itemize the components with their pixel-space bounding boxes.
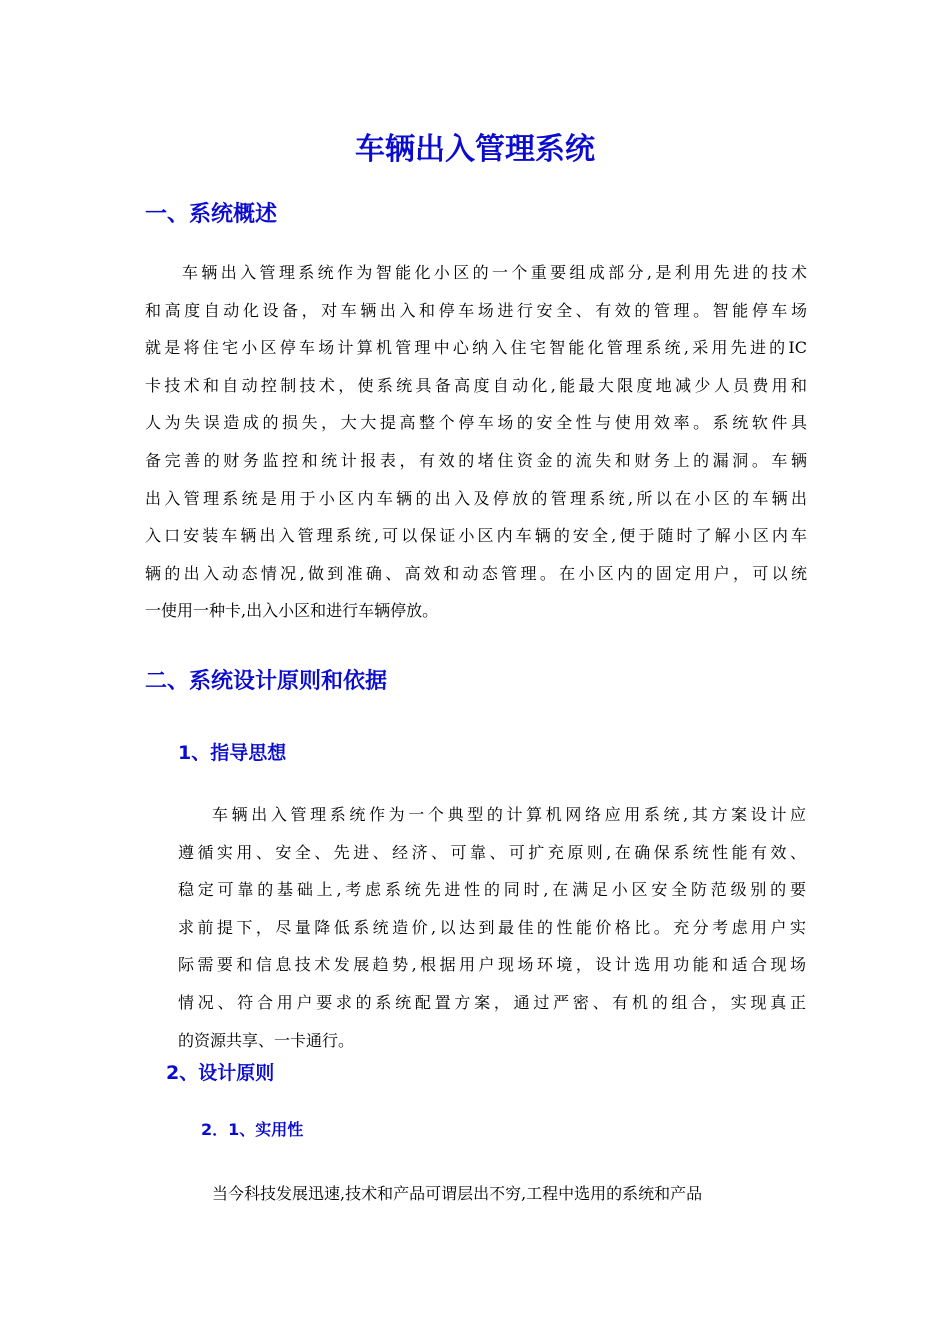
paragraph-line: 车辆出入管理系统作为一个典型的计算机网络应用系统,其方案设计应 xyxy=(212,805,806,824)
paragraph-line: 一使用一种卡,出入小区和进行车辆停放。 xyxy=(145,601,439,621)
subsection-heading-design-principles: 2、设计原则 xyxy=(166,1062,275,1084)
paragraph-line: 情况、符合用户要求的系统配置方案，通过严密、有机的组合，实现真正 xyxy=(178,992,806,1012)
paragraph-line: 稳定可靠的基础上,考虑系统先进性的同时,在满足小区安全防范级别的要 xyxy=(178,880,806,900)
paragraph-line: 出入管理系统是用于小区内车辆的出入及停放的管理系统,所以在小区的车辆出 xyxy=(145,488,807,508)
paragraph-line: 当今科技发展迅速,技术和产品可谓层出不穷,工程中选用的系统和产品 xyxy=(212,1184,703,1203)
paragraph-line: 就是将住宅小区停车场计算机管理中心纳入住宅智能化管理系统,采用先进的IC xyxy=(145,338,807,358)
practicality-paragraph xyxy=(212,1175,812,1213)
paragraph-line: 的资源共享、一卡通行。 xyxy=(178,1030,355,1050)
paragraph-line: 人为失误造成的损失，大大提高整个停车场的安全性与使用效率。系统软件具 xyxy=(145,413,807,433)
section-heading-overview: 一、系统概述 xyxy=(145,202,278,227)
subsubsection-heading-practicality: 2．1、实用性 xyxy=(201,1120,304,1139)
paragraph-line: 卡技术和自动控制技术，使系统具备高度自动化,能最大限度地减少人员费用和 xyxy=(145,375,807,395)
overview-paragraph xyxy=(145,254,807,630)
paragraph-line: 车辆出入管理系统作为智能化小区的一个重要组成部分,是利用先进的技术 xyxy=(182,263,807,282)
paragraph-line: 辆的出入动态情况,做到准确、高效和动态管理。在小区内的固定用户，可以统 xyxy=(145,563,807,583)
paragraph-line: 际需要和信息技术发展趋势,根据用户现场环境，设计选用功能和适合现场 xyxy=(178,955,806,975)
paragraph-line: 遵循实用、安全、先进、经济、可靠、可扩充原则,在确保系统性能有效、 xyxy=(178,842,806,862)
paragraph-line: 备完善的财务监控和统计报表，有效的堵住资金的流失和财务上的漏洞。车辆 xyxy=(145,450,807,470)
section-heading-design-principles: 二、系统设计原则和依据 xyxy=(145,669,388,694)
paragraph-line: 求前提下，尽量降低系统造价,以达到最佳的性能价格比。充分考虑用户实 xyxy=(178,917,806,937)
document-title: 车辆出入管理系统 xyxy=(355,132,595,167)
paragraph-line: 和高度自动化设备，对车辆出入和停车场进行安全、有效的管理。智能停车场 xyxy=(145,300,807,320)
guiding-idea-paragraph xyxy=(178,796,806,1059)
paragraph-line: 入口安装车辆出入管理系统,可以保证小区内车辆的安全,便于随时了解小区内车 xyxy=(145,526,807,546)
subsection-heading-guiding-idea: 1、指导思想 xyxy=(178,742,287,764)
